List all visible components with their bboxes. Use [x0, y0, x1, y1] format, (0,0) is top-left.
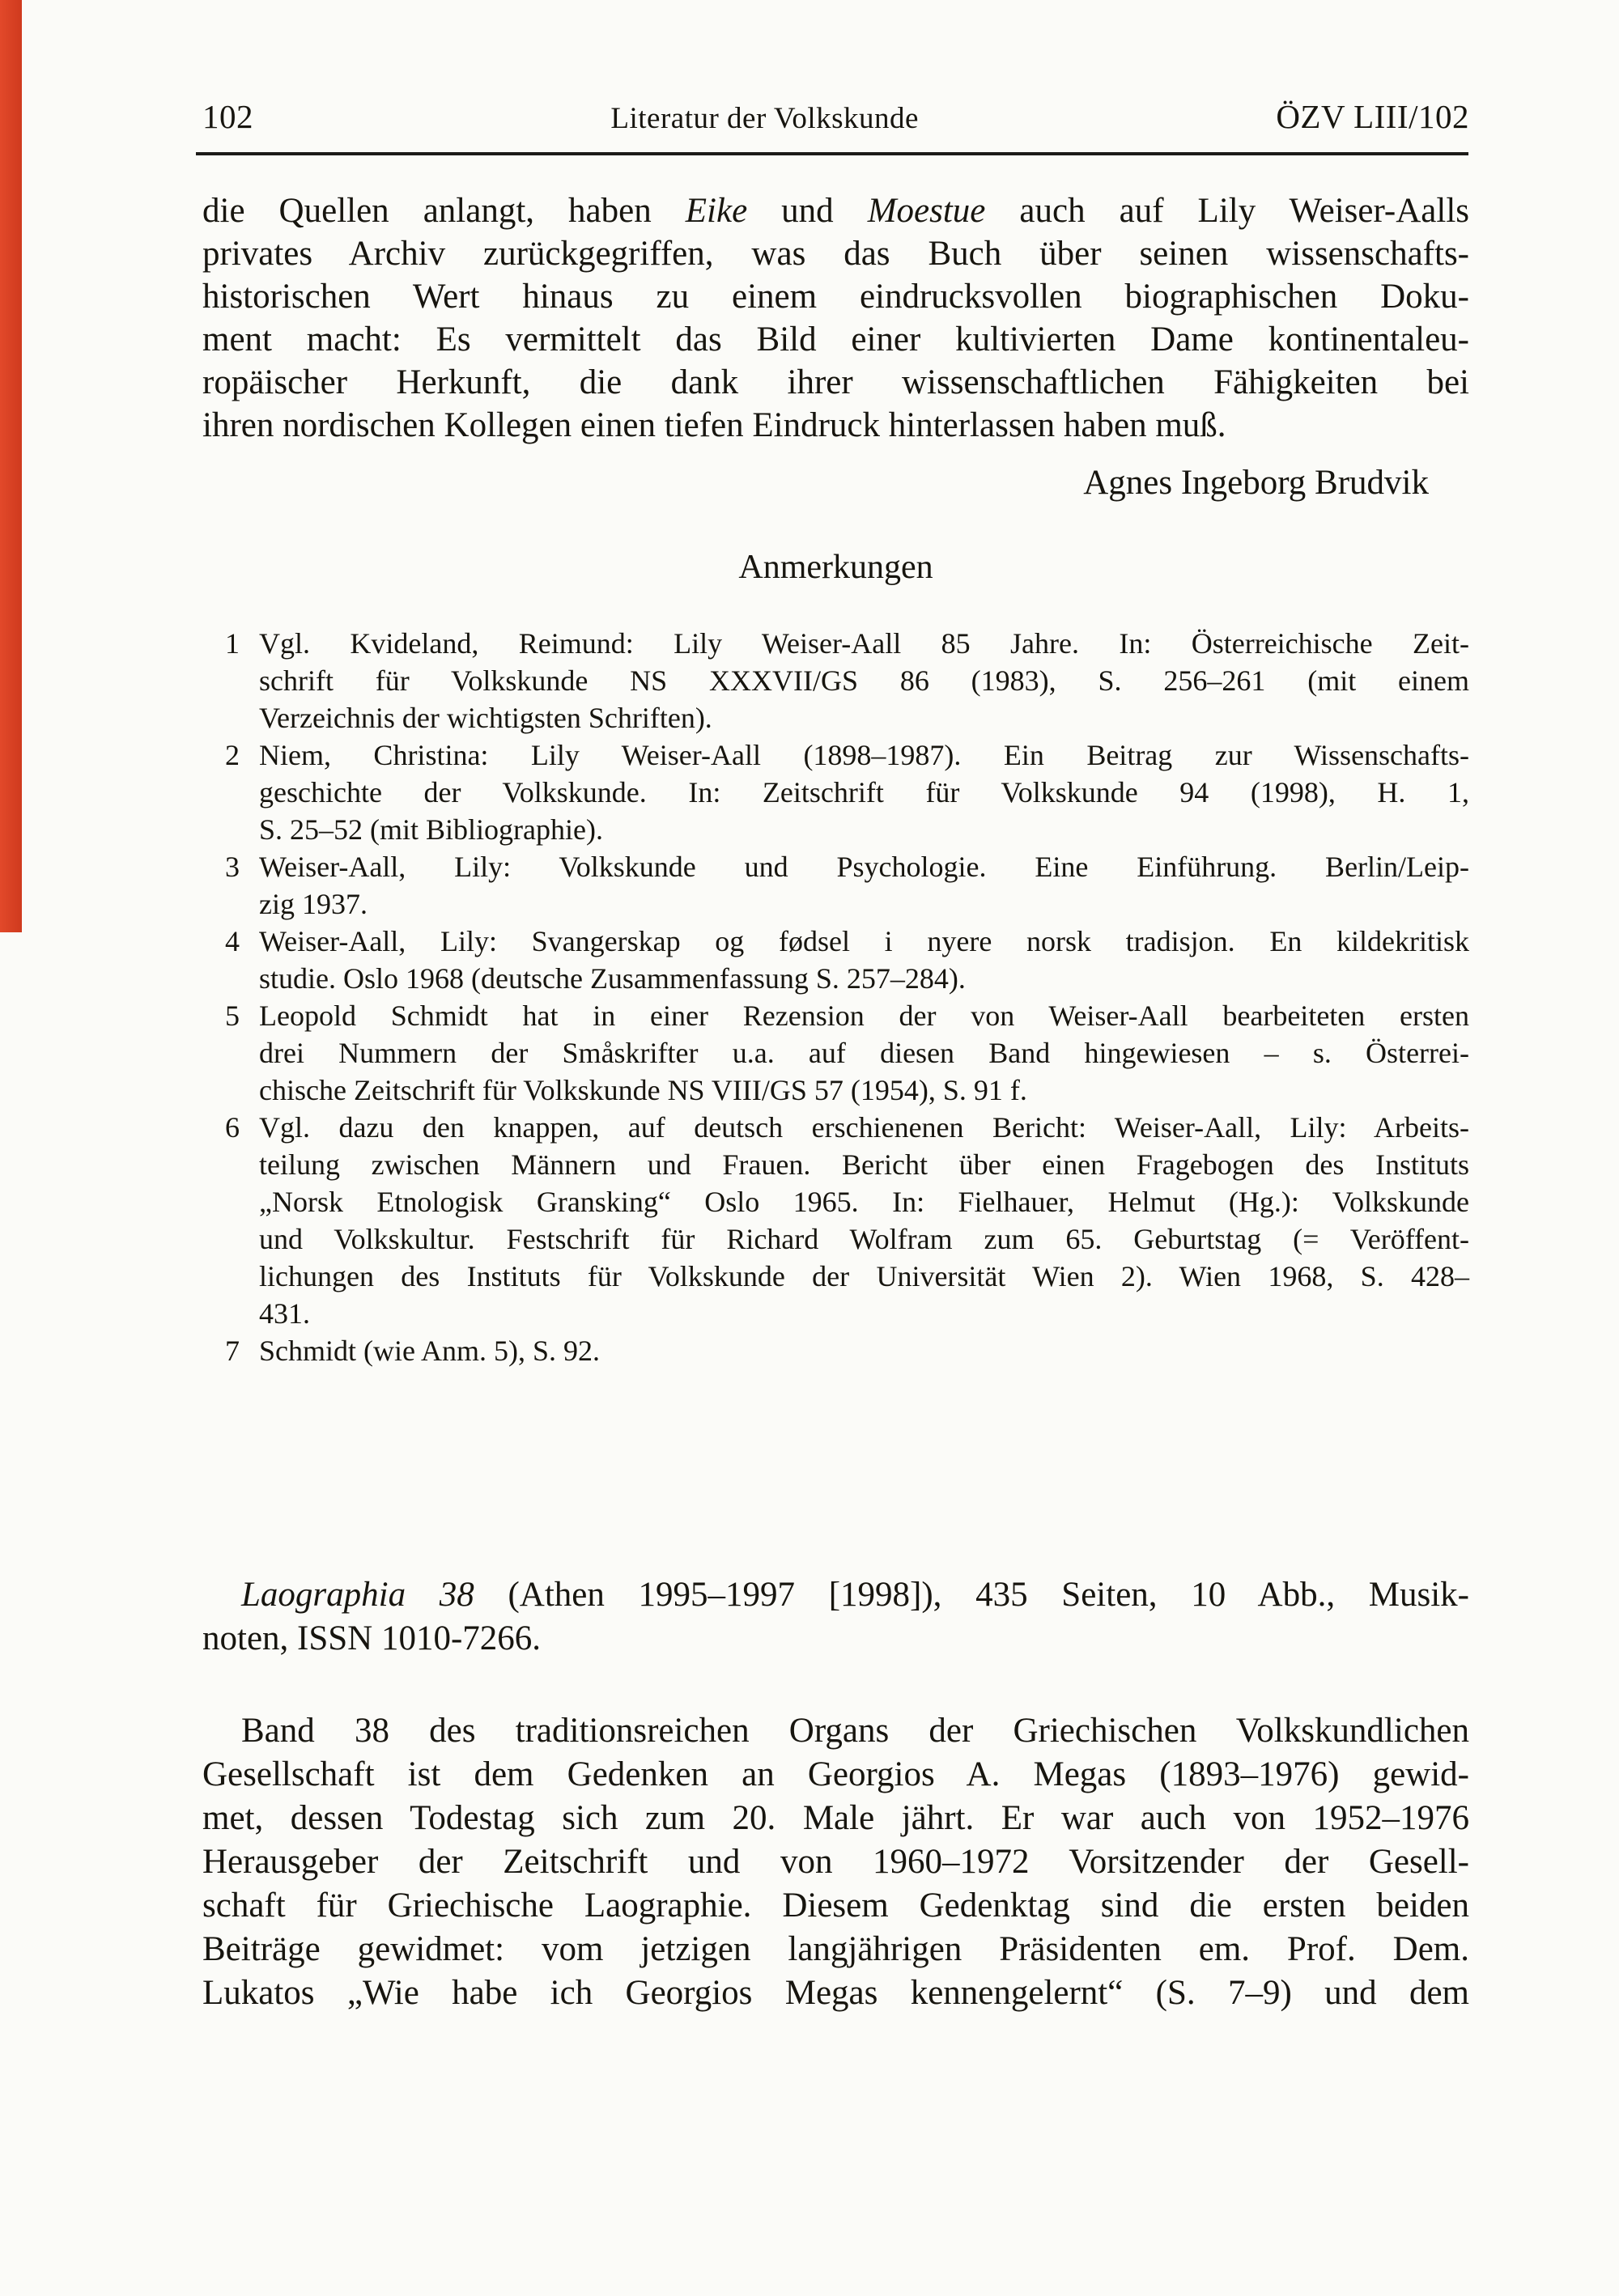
footnote-number: 4	[225, 925, 240, 957]
text-line: noten, ISSN 1010-7266.	[202, 1619, 542, 1657]
text-line: „Norsk Etnologisk Gransking“ Oslo 1965. In: Fielhauer, Helmut (Hg.): Volkskunde	[259, 1186, 1469, 1218]
text-line: Weiser-Aall, Lily: Svangerskap og fødsel i nyere norsk tradisjon. En kildekritisk	[259, 925, 1469, 957]
text-line: schrift für Volkskunde NS XXXVII/GS 86 (1983), S. 256–261 (mit einem	[259, 664, 1469, 697]
text-line: Verzeichnis der wichtigsten Schriften).	[259, 702, 712, 734]
footnote	[202, 1332, 1469, 1369]
text-line: ment macht: Es vermittelt das Bild einer kultivierten Dame kontinentaleu-	[202, 320, 1469, 359]
footnote-text	[259, 625, 1469, 736]
footnote	[202, 923, 1469, 997]
page-number: 102	[202, 98, 253, 135]
footnote-text	[259, 1332, 1469, 1369]
text-line: lichungen des Instituts für Volkskunde der Universität Wien 2). Wien 1968, S. 428–	[259, 1260, 1469, 1292]
footnote-number: 1	[225, 627, 240, 660]
footnote-text	[259, 923, 1469, 997]
text-line: und Volkskultur. Festschrift für Richard Wolfram zum 65. Geburtstag (= Veröffent-	[259, 1223, 1469, 1255]
text-line: ropäischer Herkunft, die dank ihrer wissenschaftlichen Fähigkeiten bei	[202, 363, 1469, 401]
footnote	[202, 1109, 1469, 1332]
text-line: zig 1937.	[259, 888, 368, 920]
text-line: studie. Oslo 1968 (deutsche Zusammenfassung S. 257–284).	[259, 962, 966, 995]
text-line: met, dessen Todestag sich zum 20. Male jährt. Er war auch von 1952–1976	[202, 1799, 1469, 1837]
footnote	[202, 736, 1469, 848]
text-line: privates Archiv zurückgegriffen, was das Buch über seinen wissenschafts-	[202, 235, 1469, 273]
text-line: Band 38 des traditionsreichen Organs der Griechischen Volkskundlichen	[241, 1712, 1469, 1750]
header-rule	[196, 152, 1468, 155]
footnote-text	[259, 848, 1469, 923]
footnote	[202, 848, 1469, 923]
notes-heading: Anmerkungen	[738, 549, 933, 586]
footnote-text	[259, 736, 1469, 848]
text-line: Gesellschaft ist dem Gedenken an Georgios A. Megas (1893–1976) gewid-	[202, 1755, 1469, 1793]
text-line: Schmidt (wie Anm. 5), S. 92.	[259, 1335, 600, 1367]
footnote-text	[259, 997, 1469, 1109]
footnote-text	[259, 1109, 1469, 1332]
text-line: Laographia 38 (Athen 1995–1997 [1998]), 435 Seiten, 10 Abb., Musik-	[241, 1576, 1469, 1614]
text-line: drei Nummern der Småskrifter u.a. auf diesen Band hingewiesen – s. Österrei-	[259, 1037, 1469, 1069]
footnote	[202, 625, 1469, 736]
text-line: S. 25–52 (mit Bibliographie).	[259, 813, 603, 846]
text-line: schaft für Griechische Laographie. Diesem Gedenktag sind die ersten beiden	[202, 1886, 1469, 1925]
text-line: Weiser-Aall, Lily: Volkskunde und Psychologie. Eine Einführung. Berlin/Leip-	[259, 851, 1469, 883]
italic-text: Laographia 38	[241, 1576, 474, 1614]
italic-text: Eike	[685, 192, 748, 230]
footnote-list	[202, 625, 1469, 1369]
text-line: teilung zwischen Männern und Frauen. Bericht über einen Fragebogen des Instituts	[259, 1148, 1469, 1181]
text-line: Lukatos „Wie habe ich Georgios Megas kennengelernt“ (S. 7–9) und dem	[202, 1974, 1469, 2012]
footnote-number: 7	[225, 1335, 240, 1367]
page-header	[202, 97, 1469, 136]
running-title: Literatur der Volkskunde	[610, 102, 919, 135]
intro-paragraph	[202, 189, 1469, 447]
text-line: Leopold Schmidt hat in einer Rezension der von Weiser-Aall bearbeiteten ersten	[259, 999, 1469, 1032]
scan-edge-red-stripe	[0, 0, 22, 932]
text-line: Beiträge gewidmet: vom jetzigen langjährigen Präsidenten em. Prof. Dem.	[202, 1930, 1469, 1968]
footnote-number: 2	[225, 739, 240, 771]
text-line: ihren nordischen Kollegen einen tiefen Eindruck hinterlassen haben muß.	[202, 406, 1226, 444]
footnote-number: 5	[225, 999, 240, 1032]
text-line: Herausgeber der Zeitschrift und von 1960–1972 Vorsitzender der Gesell-	[202, 1843, 1469, 1881]
journal-ref: ÖZV LIII/102	[1276, 98, 1469, 135]
footnote-number: 6	[225, 1111, 240, 1144]
text-line: Niem, Christina: Lily Weiser-Aall (1898–1987). Ein Beitrag zur Wissenschafts-	[259, 739, 1469, 771]
review-paragraph	[202, 1709, 1469, 2015]
text-line: geschichte der Volkskunde. In: Zeitschrift für Volkskunde 94 (1998), H. 1,	[259, 776, 1469, 808]
text-line: Vgl. Kvideland, Reimund: Lily Weiser-Aall 85 Jahre. In: Österreichische Zeit-	[259, 627, 1469, 660]
review-citation	[202, 1573, 1469, 1661]
text-line: Vgl. dazu den knappen, auf deutsch erschienenen Bericht: Weiser-Aall, Lily: Arbeits-	[259, 1111, 1469, 1144]
text-line: die Quellen anlangt, haben Eike und Moestue auch auf Lily Weiser-Aalls	[202, 192, 1470, 230]
text-line: chische Zeitschrift für Volkskunde NS VIII/GS 57 (1954), S. 91 f.	[259, 1074, 1027, 1106]
footnote-number: 3	[225, 851, 240, 883]
text-line: historischen Wert hinaus zu einem eindrucksvollen biographischen Doku-	[202, 278, 1469, 316]
footnote	[202, 997, 1469, 1109]
text-line: 431.	[259, 1297, 310, 1330]
italic-text: Moestue	[867, 192, 986, 230]
signature: Agnes Ingeborg Brudvik	[1083, 464, 1429, 502]
